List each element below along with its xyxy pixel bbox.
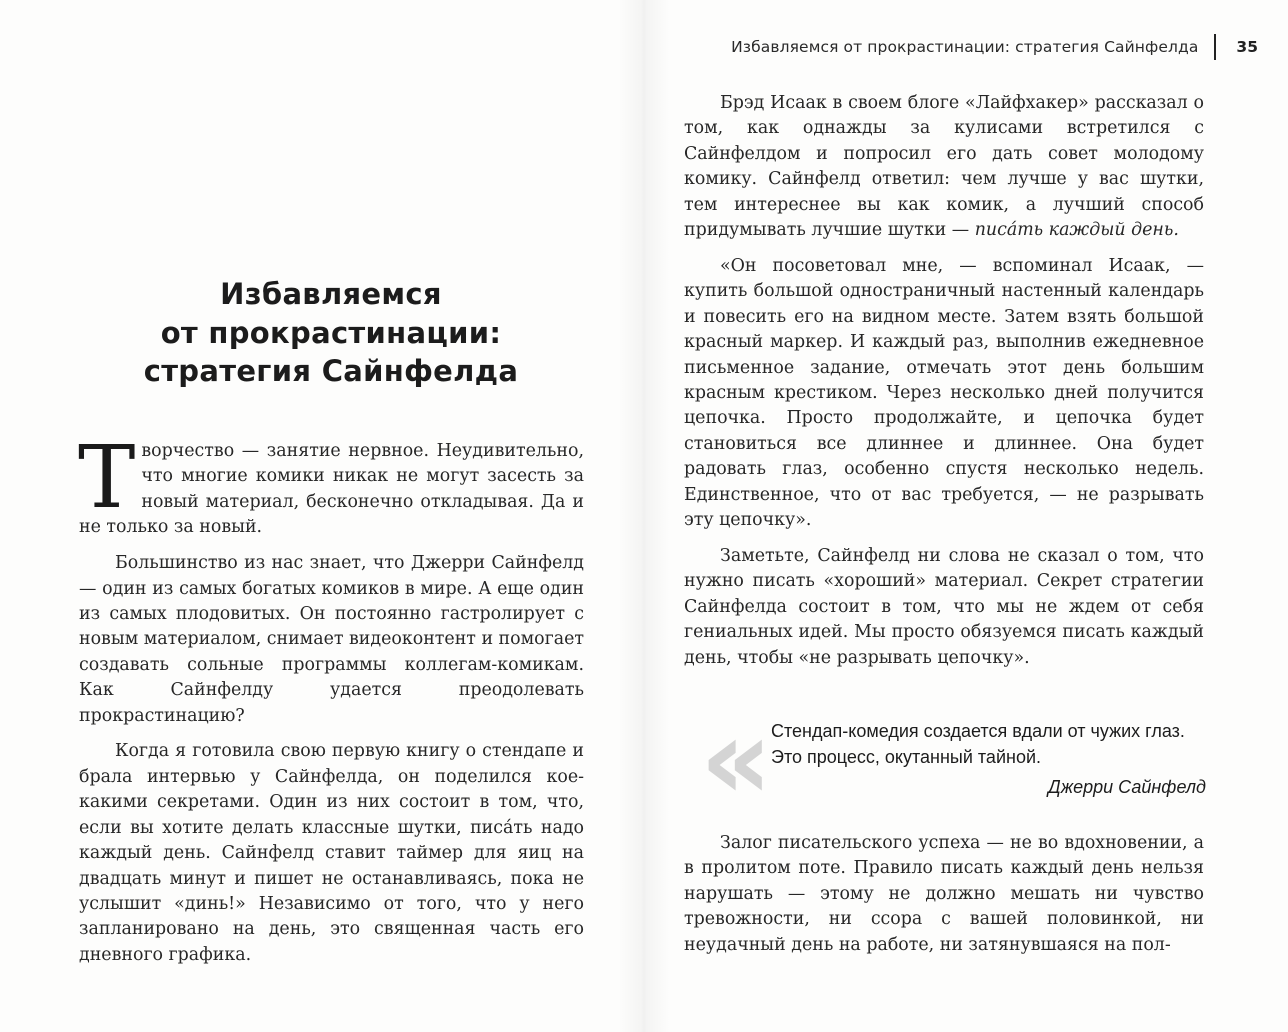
running-title: Избавляемся от прокрастинации: стратегия Сайнфелда [731, 38, 1199, 56]
chapter-title-line: стратегия Сайнфелда [143, 354, 519, 389]
running-header [698, 35, 1258, 59]
chapter-title-line: от прокрастинации: [160, 315, 502, 350]
drop-cap: Т [78, 428, 136, 528]
chapter-title [78, 275, 584, 391]
header-divider [1214, 34, 1216, 60]
left-page-body [78, 428, 585, 979]
right-page-body [684, 91, 1204, 681]
body-paragraph: Когда я готовила свою первую книгу о стендапе и брала интервью у Сайнфелда, он поделился кое-какими секретами. Один из них состоит в том, что, если вы хотите делать классные шутки, писа́ть надо каждый день. Сайнфелд ставит таймер для яиц на двадцать минут и пишет не останавливаясь, пока не услышит «динь!» Независимо от того, что у него запланировано на день, это священная часть его дневного графика. [79, 741, 584, 965]
body-paragraph: Большинство из нас знает, что Джерри Сайнфелд — один из самых богатых комиков в мире. А еще один из самых плодовитых. Он постоянно гастролирует с новым материалом, снимает видеоконтент и помогает создавать сольные программы коллегам-комикам. Как Сайнфелду удается преодолевать прокрастинацию? [79, 553, 585, 726]
right-page-body-continued [684, 831, 1204, 969]
right-page [644, 0, 1288, 1032]
pull-quote [700, 695, 1206, 825]
quote-text: Стендап-комедия создается вдали от чужих глаз. Это процесс, окутанный тайной. [771, 721, 1185, 767]
emphasis-text: писа́ть каждый день. [974, 220, 1179, 241]
body-paragraph [78, 428, 584, 541]
body-paragraph: Заметьте, Сайнфелд ни слова не сказал о том, что нужно писать «хороший» материал. Секрет стратегии Сайнфелда состоит в том, что мы не ждем от себя гениальных идей. Мы просто обязуемся писать каждый день, чтобы «не разрывать цепочку». [684, 545, 1204, 668]
quote-author: Джерри Сайнфелд [1048, 777, 1206, 797]
paragraph-text: Брэд Исаак в своем блоге «Лайфхакер» рассказал о том, как однажды за кулисами встретился с Сайнфелдом и попросил его дать совет молодому комику. Сайнфелд ответил: чем лучше у вас шутки, тем интереснее вы как комик, а лучший способ придумывать лучшие шутки — [684, 93, 1204, 241]
paragraph-text: ворчество — занятие нервное. Неудивительно, что многие комики никак не могут засесть за новый материал, бесконечно откладывая. Да и не только за новый. [79, 441, 584, 538]
page-number: 35 [1236, 38, 1258, 56]
body-paragraph: Залог писательского успеха — не во вдохновении, а в пролитом поте. Правило писать каждый день нельзя нарушать — этому не должно мешать ни чувство тревожности, ни ссора с вашей половинкой, ни неудачный день на работе, ни затянувшаяся на пол- [684, 833, 1204, 955]
quote-mark-icon: « [700, 695, 773, 825]
body-paragraph [684, 91, 1204, 243]
body-paragraph: «Он посоветовал мне, — вспоминал Исаак, — купить большой одностраничный настенный календарь и повесить его на видном месте. Затем взять большой красный маркер. И каждый раз, выполнив ежедневное письменное задание, отмечать этот день большим красным крестиком. Через несколько дней получится цепочка. Просто продолжайте, и цепочка будет становиться все длиннее и длиннее. Она будет радовать глаз, особенно спустя несколько недель. Единственное, что от вас требуется, — не разрывать эту цепочку». [684, 255, 1204, 530]
chapter-title-line: Избавляемся [220, 277, 442, 312]
